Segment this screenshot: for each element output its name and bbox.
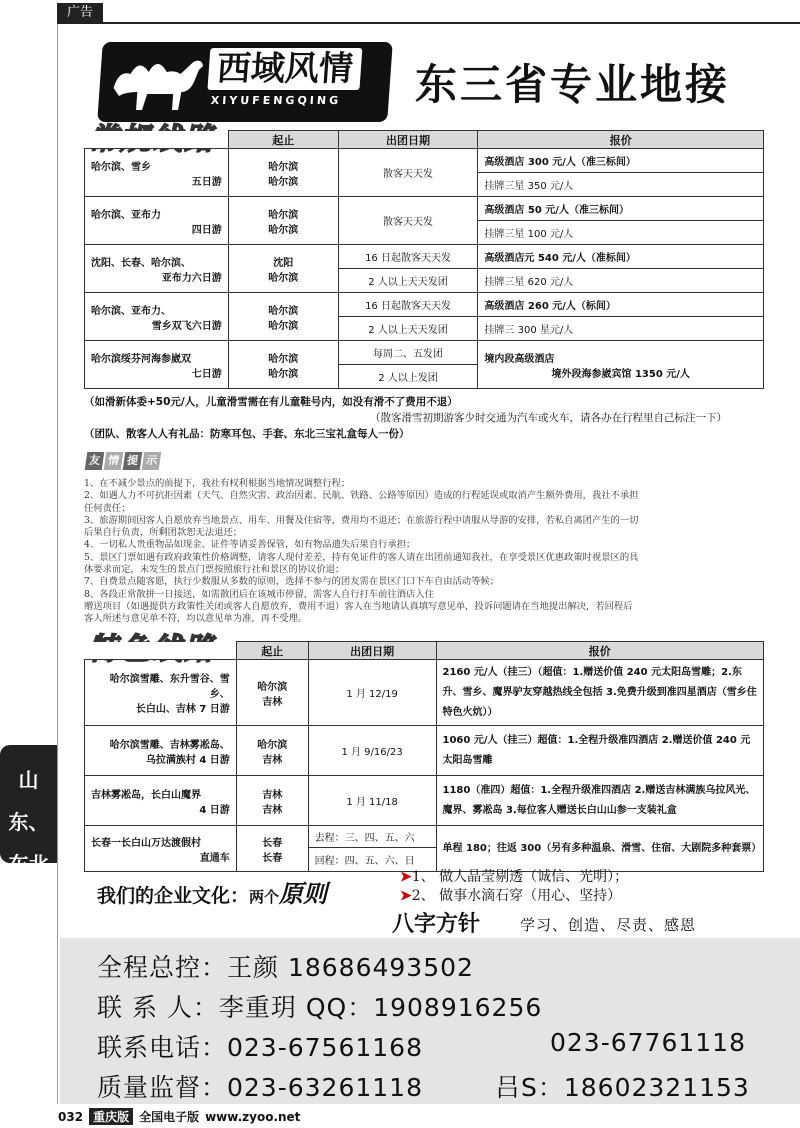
route-from: 哈尔滨 <box>268 161 299 173</box>
page-footer <box>58 1108 300 1125</box>
table-row <box>85 776 764 826</box>
culture-heading <box>97 874 327 909</box>
route-price: 挂牌三星 350 元/人 <box>478 173 764 197</box>
route-price: 单程 180；往返 300（另有多种温泉、滑雪、住宿、大剧院多种套票） <box>436 826 763 872</box>
route-from: 沈阳 <box>273 257 294 269</box>
note-transport: （散客滑雪初期游客少时交通为汽车或火车，请各办在行程里自己标注一下） <box>370 412 727 424</box>
route-date: 去程：三、四、五、六 <box>308 826 436 848</box>
tips-badge-char: 示 <box>142 452 162 470</box>
tips-badge <box>86 452 160 470</box>
tip-line: 8、各段正常散拼一日接送，如需散团后在该城市停留，需客人自行打车前往酒店入住 <box>84 588 434 600</box>
col-header-price: 报价 <box>478 131 764 149</box>
route-price: 境内段高级酒店 <box>484 353 555 365</box>
region-side-tab <box>0 745 57 876</box>
route-name: 沈阳、长春、哈尔滨、 <box>91 257 191 269</box>
table-row <box>85 726 764 776</box>
route-price: 高级酒店元 540 元/人（准标间） <box>478 245 764 269</box>
tip-line: 1、在不减少景点的前提下，我社有权利根据当地情况调整行程； <box>84 478 351 489</box>
route-date: 1 月 9/16/23 <box>308 726 436 776</box>
route-date: 2 人以上发团 <box>338 365 478 389</box>
eight-char-label: 八字方针 <box>392 912 481 937</box>
col-header-price: 报价 <box>436 642 763 660</box>
route-price: 高级酒店 50 元/人（准三标间） <box>478 197 764 221</box>
side-tab-line2: 东北 <box>8 852 49 876</box>
col-header-dates: 出团日期 <box>338 131 478 149</box>
route-price: 2160 元/人（挂三）（超值：1.赠送价值 240 元太阳岛雪雕；2.东升、雪乡、魔界驴友穿越热线全包括 3.免费升级到准四星酒店（雪乡住特色火炕）） <box>436 660 763 726</box>
route-date: 每周二、五发团 <box>338 341 478 365</box>
featured-routes-table <box>84 641 764 872</box>
route-price: 高级酒店 260 元/人（标间） <box>478 293 764 317</box>
principle-1: 1、 做人晶莹剔透（诚信、光明）； <box>411 869 629 885</box>
edition-badge: 重庆版 <box>89 1108 133 1125</box>
contact-phone: 联系电话：023-67561168 <box>97 1033 423 1062</box>
contact-mobile: 吕S：18602321153 <box>495 1073 750 1102</box>
logo-title: 西域风情 <box>207 48 362 90</box>
table-row <box>85 660 764 726</box>
col-header-range: 起止 <box>236 642 308 660</box>
table-header <box>85 131 764 149</box>
culture-principle-word: 原则 <box>279 880 328 908</box>
tips-badge-char: 提 <box>123 452 143 470</box>
route-name: 哈尔滨、雪乡 <box>91 161 151 173</box>
route-from: 哈尔滨 <box>268 305 299 317</box>
route-days: 乌拉满族村 4 日游 <box>145 754 230 766</box>
route-days: 4 日游 <box>199 804 230 816</box>
route-price: 1180（准四）超值：1.全程升级准四酒店 2.赠送吉林满族乌拉风光、魔界、雾凇岛 3.每位客人赠送长白山山参一支装礼盒 <box>436 776 763 826</box>
route-from: 长春 <box>262 837 283 849</box>
route-price: 1060 元/人（挂三）超值：1.全程升级准四酒店 2.赠送价值 240 元太阳岛雪雕 <box>436 726 763 776</box>
route-name: 哈尔滨、亚布力 <box>91 209 161 221</box>
route-date: 16 日起散客天天发 <box>338 245 478 269</box>
ad-label: 广告 <box>57 3 103 22</box>
route-date: 回程：四、五、六、日 <box>308 848 436 872</box>
brand-logo <box>97 42 393 122</box>
note-gift: （团队、散客人人有礼品：防寒耳包、手套、东北三宝礼盒每人一份） <box>84 428 410 440</box>
route-days: 长白山、吉林 7 日游 <box>135 704 230 715</box>
route-price: 挂牌三星 100 元/人 <box>478 221 764 245</box>
route-price: 挂牌三 300 星元/人 <box>478 317 764 341</box>
tip-line: 赠送项目（如遇提供方政策性关闭或客人自愿放弃，费用不退）客人在当地请认真填写意见单，投诉问题请在当地提出解决，若回程后 <box>84 600 633 612</box>
route-price: 境外段海参崴宾馆 1350 元/人 <box>551 368 690 380</box>
route-name: 哈尔滨绥芬河海参崴双 <box>91 353 191 365</box>
route-from: 哈尔滨 <box>268 209 299 221</box>
tips-badge-char: 情 <box>104 452 124 470</box>
route-date: 1 月 11/18 <box>308 776 436 826</box>
table-header <box>85 642 764 660</box>
route-name: 哈尔滨雪雕、东升雪谷、雪乡、 <box>109 674 230 700</box>
route-to: 吉林 <box>262 754 283 766</box>
route-days: 亚布力六日游 <box>161 272 222 284</box>
route-days: 雪乡双飞六日游 <box>151 320 222 332</box>
page-number: 032 <box>58 1109 84 1124</box>
route-to: 吉林 <box>262 804 283 816</box>
headline: 东三省专业地接 <box>415 60 731 109</box>
route-from: 哈尔滨 <box>257 739 288 751</box>
route-to: 哈尔滨 <box>268 176 299 188</box>
route-date: 散客天天发 <box>338 197 478 245</box>
tip-line: 4、一切私人贵重物品如现金、证件等请妥善保管，如有物品遗失后果自行承担； <box>84 539 416 551</box>
tip-line: 5、景区门票如遇有政府政策性价格调整，请客人现付差差，持有免证件的客人请在出团前通知我社，在享受景区优惠政策时视景区的具 <box>84 551 639 563</box>
table-row <box>85 245 764 269</box>
tip-line: 体要求而定，未发生的景点门票按照旅行社和景区的协议价退； <box>84 564 345 576</box>
route-name: 长春一长白山万达渡假村 <box>91 837 201 849</box>
col-header-dates: 出团日期 <box>308 642 436 660</box>
route-to: 哈尔滨 <box>268 368 299 380</box>
tip-line: 客人所述与意见单不符，均以意见单为准，再不受理。 <box>84 613 308 625</box>
culture-label: 我们的企业文化： <box>97 885 250 907</box>
table-row <box>85 197 764 221</box>
culture-two: 两个 <box>249 888 280 906</box>
tip-line: 7、自费景点随客愿，执行少数服从多数的原则，选择不参与的团友需在景区门口下车自由活动等候； <box>84 576 499 588</box>
tips-badge-char: 友 <box>85 452 105 470</box>
digital-edition: 全国电子版 <box>139 1110 200 1124</box>
route-name: 吉林雾凇岛，长白山魔界 <box>91 789 201 801</box>
note-ski: （如滑新体委+50元/人，儿童滑雪需在有儿童鞋号内，如没有滑不了费用不退） <box>84 396 458 408</box>
contact-manager: 全程总控：王颜 18686493502 <box>97 953 474 982</box>
tip-line: 2、如遇人力不可抗拒因素（天气、自然灾害、政治因素、民航、铁路、公路等原因）造成的行程延误或取消产生额外费用，我社不承担 <box>84 490 639 502</box>
route-days: 四日游 <box>191 224 222 236</box>
route-from: 哈尔滨 <box>257 681 288 693</box>
route-days: 直通车 <box>199 852 230 864</box>
route-from: 吉林 <box>262 789 283 801</box>
tip-line: 后果自行负责，所剩团款恕无法退还； <box>84 527 243 539</box>
route-date: 散客天天发 <box>338 149 478 197</box>
route-name: 哈尔滨、亚布力、 <box>91 305 171 317</box>
route-name: 哈尔滨雪雕、吉林雾凇岛、 <box>109 739 230 751</box>
table-row <box>85 341 764 365</box>
logo-pinyin: XIYUFENGQING <box>210 94 342 107</box>
route-to: 哈尔滨 <box>268 320 299 332</box>
route-price: 挂牌三星 620 元/人 <box>478 269 764 293</box>
contact-quality: 质量监督：023-63261118 <box>97 1073 423 1102</box>
arrow-icon: ➤ <box>400 869 412 885</box>
route-days: 五日游 <box>191 176 222 188</box>
route-days: 七日游 <box>191 368 222 380</box>
contact-panel <box>60 938 800 1104</box>
table-row <box>85 826 764 848</box>
route-to: 哈尔滨 <box>268 272 299 284</box>
route-date: 2 人以上天天发团 <box>338 269 478 293</box>
col-header-range: 起止 <box>228 131 338 149</box>
table-row <box>85 293 764 317</box>
contact-person: 联 系 人：李重玥 QQ：1908916256 <box>97 993 543 1022</box>
arrow-icon: ➤ <box>400 888 412 904</box>
route-date: 2 人以上天天发团 <box>338 317 478 341</box>
site-url[interactable]: www.zyoo.net <box>205 1109 301 1124</box>
route-to: 哈尔滨 <box>268 224 299 236</box>
table-row <box>85 149 764 173</box>
regular-routes-table <box>84 130 764 389</box>
route-to: 吉林 <box>262 696 283 708</box>
route-to: 长春 <box>262 852 283 864</box>
tip-line: 3、旅游期间因客人自愿放弃当地景点、用车、用餐及住宿等，费用均不退还；在旅游行程中请服从导游的安排，若私自离团产生的一切 <box>84 514 639 526</box>
eight-char-text: 学习、创造、尽责、感恩 <box>520 916 697 934</box>
route-date: 16 日起散客天天发 <box>338 293 478 317</box>
route-from: 哈尔滨 <box>268 353 299 365</box>
culture-principles <box>400 868 628 906</box>
principle-2: 2、 做事水滴石穿（用心、坚持） <box>411 888 622 904</box>
camel-icon <box>106 48 211 114</box>
tip-line: 任何责任； <box>84 502 131 514</box>
route-date: 1 月 12/19 <box>308 660 436 726</box>
tips-list <box>84 478 774 626</box>
contact-phone-2: 023-67761118 <box>550 1028 746 1057</box>
side-tab-line1: 山东、 <box>8 768 49 834</box>
route-price: 高级酒店 300 元/人（准三标间） <box>478 149 764 173</box>
